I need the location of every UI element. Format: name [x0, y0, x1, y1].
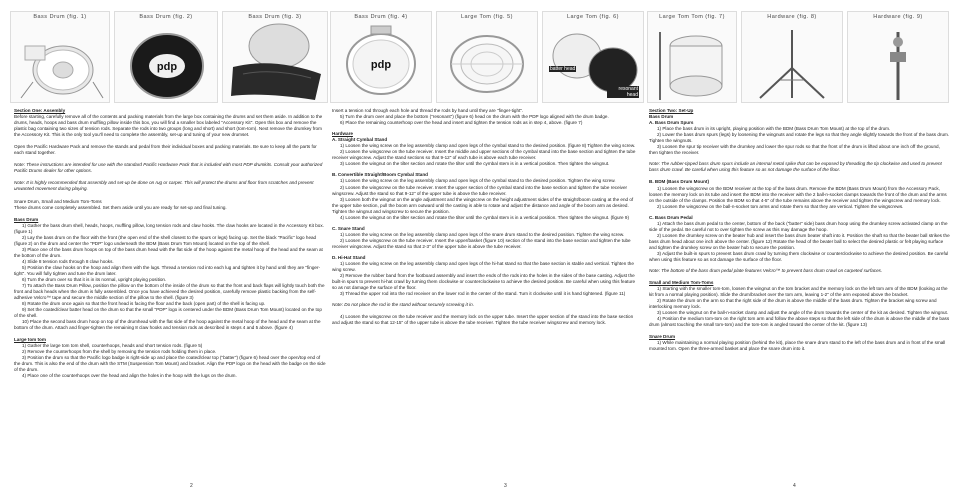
- figure-label: Hardware (fig. 9): [873, 14, 923, 20]
- note: Note: These instructions are intended for use with the standard Pacific Hardware Pack that is included with most PDP drumkits. Consult your authorized Pacific Drums dealer for other options.: [14, 162, 323, 174]
- note: Note: The rubber-tipped bass drum spurs include an internal metal spike that can be exposed by threading the tip clockwise and used to prevent bass drum crawl. Be careful when using this feature so as not damage the surface of the floor.: [649, 161, 942, 173]
- paragraph: Open the Pacific Hardware Pack and remove the stands and pedal from their individual boxes and packing materials. Be sure to keep all the parts for each stand together.: [14, 144, 317, 156]
- page-number: 3: [504, 483, 507, 489]
- svg-text:pdp: pdp: [370, 59, 392, 71]
- bass-drum-pillow-photo: [223, 12, 327, 102]
- large-tom-assembled-photo: [648, 12, 736, 102]
- step: 2) Lower the bass drum spurs (legs) by loosening the wingnuts and rotate the legs so that they angle slightly towards the front of the bass drum. Tighten the wingnuts.: [649, 132, 950, 144]
- step: 7) To attach the Bass Drum Pillow, position the pillow on the bottom of the inside of the drum so that the front and back flaps will lightly touch both the front and back heads when the drum is fully assembled. Once you have achieved the desired position, carefully remove plastic backing from the self-adhesive Velcro™ tape and secure the middle section of the pillow to the shell. (figure 3): [14, 283, 325, 301]
- page-4: [645, 0, 950, 492]
- subheading: Bass Drum: [14, 216, 39, 222]
- subheading: D. Hi-Hat Stand: [332, 254, 366, 260]
- step: 5) Position the claw hooks on the hoop and align them with the lugs. Thread a tension rod into each lug and tighten it by hand until they are "finger-tight". You will fully tighten and tune the drum later.: [14, 264, 321, 277]
- paragraph: Insert a tension rod through each hole and thread the rods by hand until they are "finger-tight".: [332, 108, 524, 113]
- figure-bass-drum-1: [10, 11, 110, 103]
- step: 2) Loosen the wingscrew on the tube receiver. Insert the upper/basket (figure 10) section of the stand into the base section and tighten the tube receiver wingscrew. Adjust the stand so that 2-3" of the upper tube is above the tube receiver.: [332, 237, 631, 249]
- section-heading: Section Two: Set-Up: [649, 108, 694, 113]
- figure-bass-drum-2: [114, 11, 218, 103]
- subheading: B. BDM (Bass Drum Mount): [649, 179, 709, 185]
- svg-text:pdp: pdp: [156, 61, 178, 73]
- subheading: C. Snare Stand: [332, 225, 365, 231]
- figure-hardware-8: [741, 11, 843, 103]
- bass-drum-assembled-photo: [331, 12, 431, 102]
- step: 1) Loosen the wingscrew on the BDM receiver at the top of the bass drum. Remove the BDM (Bass Drum Mount) from the Accessory Pack, loosen the memory lock on its tube and insert the BDM into the receiver with the 2 ball-n-socket clamps towards the front of the drum and the arms on the outside of the clamps. Position the BDM so that 4-5" of the tube remains above the receiver and tighten the wingscrew and memory lock.: [649, 185, 947, 203]
- paragraph: Before starting, carefully remove all of the contents and packing materials from the large box containing the drums and set them aside. In addition to the drums, heads, hoops and bass drum muffling pillow inside this box, you will find a smaller box labeled "Accessory Kit". Open this box and remove the plastic bag containing two sizes of tension rods. Separate the rods into two groups (long and short) and short (tom-tom). Next remove the drumkey from the Accessory Kit. This is the only tool you'll need to complete the assembly, set-up and tuning of your new drumset.: [14, 114, 323, 138]
- subheading: Bass Drum: [649, 114, 674, 120]
- page-3: [330, 0, 640, 492]
- step: 6) Place the remaining counterhoop over the head and insert and tighten the tension rods as in step 4, above. (figure 7): [340, 120, 583, 126]
- step: 6) Turn the drum over so that it is in its normal, upright playing position.: [22, 277, 167, 283]
- figure-large-tom-7: [647, 11, 737, 103]
- paragraph: These drums come completely assembled. Set them aside until you are ready for set-up and final tuning.: [14, 204, 227, 210]
- step: 2) Loosen the drumkey screw on the beater hub and insert the bass drum beater shaft into it. Position the shaft so that the beater ball strikes the bass drum head about one inch above the center. (figure 12) Rotate the head of the beater ball to select the desired plastic or felt playing surface and tighten the drumkey screw on the beater hub to secure the position.: [649, 232, 950, 250]
- figure-large-tom-6: [542, 11, 644, 103]
- section-heading: Hardware: [332, 131, 353, 137]
- note: Note: It is highly recommended that assembly and set-up be done on rug or carpet. This will protect the drums and floor from scratches and prevent unwanted movement during playing.: [14, 180, 314, 192]
- subheading: A. Straight Cymbal Stand: [332, 137, 388, 143]
- figure-strip: [647, 11, 949, 101]
- page-2: [6, 0, 324, 492]
- subheading: B. Convertible Straight/Boom Cymbal Stand: [332, 172, 428, 178]
- step: 4) Place one of the counterhoops over the head and align the holes in the hoop with the lugs on the drum.: [22, 372, 237, 378]
- page-3-text: [332, 108, 638, 326]
- stand-legs-photo: [742, 12, 842, 102]
- figure-label: Large Tom Tom (fig. 7): [659, 14, 725, 20]
- figure-label: Bass Drum (fig. 2): [139, 14, 193, 20]
- step: 4) Position the medium tom-tom on the right tom arm and follow the above steps so that the left side of the drum is above the middle of the bass drum (almost touching the small tom-tom) and the tom-tom is angled toward the center of the kit. (figure 13): [649, 316, 950, 328]
- step: 4) Slide 8 tension rods through 8 claw hooks.: [22, 258, 114, 264]
- figure-strip: [330, 11, 644, 101]
- figure-hardware-9: [847, 11, 949, 103]
- step: 1) Starting with the smaller tom-tom, loosen the wingnut on the tom bracket and the memory lock on the left tom arm of the BDM (looking at the kit from a normal playing position). Slide the drum/bracket over the tom arm, leaving 1-2" of the arm exposed above the bracket.: [649, 286, 948, 298]
- step: 1) Gather the bass drum shell, heads, hoops, muffling pillow, long tension rods and claw hooks. The claw hooks are located in the Accessory Kit box. (figure 1): [14, 222, 324, 234]
- step: 1) Attach the bass drum pedal to the center, bottom of the back ("batter" side) bass drum hoop using the drumkey screw activated clamp on the side of the pedal. Be careful not to over tighten the screw as this may damage the hoop.: [649, 220, 948, 232]
- step: 3) Loosen the spur tip receiver with the drumkey and lower the spur rods so that the front of the drum is lifted about one inch off the ground, then tighten the receiver.: [649, 144, 940, 156]
- note: Note: The bottom of the bass drum pedal plate features Velcro™ to prevent bass drum crawl on carpeted surfaces.: [649, 268, 883, 274]
- large-tom-parts-photo: [437, 12, 537, 102]
- step: 1) Gather the large tom tom shell, counterhoops, heads and short tension rods. (figure 5): [22, 342, 203, 348]
- step: 2) Rotate the drum on the arm so that the right side of the drum is above the middle of the bass drum. Tighten the bracket wing screw and interlocking memory lock.: [649, 298, 937, 310]
- figure-bass-drum-4: [330, 11, 432, 103]
- figure-label: Hardware (fig. 8): [767, 14, 817, 20]
- step: 3) Loosen the wingnut on the ball-n-socket clamp and adjust the angle of the drum towards the center of the kit as desired. Tighten the wingnut.: [657, 310, 949, 316]
- step: 3) Loosen both the wingnut on the angle adjustment and the wingscrew on the height adjustment sides of the straight/boom casting at the end of the upper tube section, pull the boom arm outward until the casting is able to rotate and adjust the distance and angle of the boom arm as desired. Tighten the wingnut and wingscrew to secure the position.: [332, 196, 634, 214]
- page-4-text: [649, 108, 950, 352]
- batter-head-tag: batter head: [550, 66, 576, 72]
- step: 2) Remove the counterhoops from the shell by removing the tension rods holding them in place.: [22, 348, 217, 354]
- step: 2) Loosen the wingscrew on the tube receiver. Insert the middle and upper sections of the cymbal stand into the base section and tighten the tube receiver wingscrew. Adjust the stand sections so that 9-12" of each tube is above each tube receiver.: [332, 149, 636, 161]
- step: 3) Thread the upper rod into the rod receiver on the lower rod in the center of the stand. Turn it clockwise until it is hand tightened. (figure 11): [340, 291, 626, 297]
- subheading: Large tom tom: [14, 336, 46, 342]
- cymbal-tilter-photo: [848, 12, 948, 102]
- step: 2) Loosen the wingscrew on the tube receiver. Insert the upper section of the cymbal stand into the base section and tighten the tube receiver wingscrew. Adjust the stand so that 9-12" of the upper tube is above the tube receiver.: [332, 184, 628, 196]
- figure-label: Bass Drum (fig. 3): [248, 14, 302, 20]
- step: 2) Lay the bass drum on the floor with the front (the open end of the shell closest to the spurs or legs) facing up. Set the black "Pacific" logo head (figure 2) on the drum and center the "PDP" logo underneath the BDM (Bass Drum Tom Mount) located on the top of the shell.: [14, 234, 317, 246]
- page-number: 2: [190, 483, 193, 489]
- step: 1) Loosen the wing screw on the leg assembly clamp and open legs of the cymbal stand to the desired position. Tighten the wing screw.: [340, 178, 616, 184]
- page-number: 4: [793, 483, 796, 489]
- resonant-head-tag: resonant head: [607, 86, 639, 98]
- step: 2) Loosen the wingscrew on the ball-n-socket tom arms and rotate them so that they are vertical. Tighten the wingscrews.: [657, 203, 904, 209]
- figure-bass-drum-3: [222, 11, 328, 103]
- step: 8) Rotate the drum once again so that the front head is facing the floor and the back (open part) of the shell is facing up.: [22, 301, 266, 307]
- figure-label: Large Tom (fig. 5): [460, 14, 513, 20]
- figure-large-tom-5: [436, 11, 538, 103]
- paragraph: Snare Drum, Small and Medium Tom-Toms: [14, 198, 102, 204]
- step: 4) Loosen the wingnut on the tilter section and rotate the tilter until the cymbal stem is in a vertical position. Then tighten the wingnut. (figure 9): [340, 214, 629, 220]
- step: 10) Place the second bass drum hoop on top of the drumhead with the flat side of the hoop against the metal hoop of the head and the seam at the bottom of the drum. Attach and finger-tighten the remaining 8 claw hooks and tension rods as described in steps 4 and 5 above. (figure 4): [14, 319, 321, 331]
- figure-label: Bass Drum (fig. 1): [33, 14, 87, 20]
- step: 1) While maintaining a normal playing position (behind the kit), place the snare drum stand to the left of the bass drum and in front of the small mounted tom. Open the three-armed basket and place the snare drum into it.: [649, 339, 946, 351]
- figure-strip: [10, 11, 328, 101]
- step: 3) Loosen the wingnut on the tilter section and rotate the tilter until the cymbal stem is in a vertical position. Then tighten the wingnut.: [340, 161, 610, 167]
- bass-drum-shell-photo: [11, 12, 109, 102]
- step: 3) Place one of the bass drum hoops on top of the bass drum head with the flat side of the hoop against the metal hoop of the head and the seam at the bottom of the drum.: [14, 246, 323, 258]
- step: 1) Loosen the wing screw on the leg assembly clamp and open legs of the snare drum stand to the desired position. Tighten the wing screw.: [340, 231, 625, 237]
- step: 5) Turn the drum over and place the bottom ("resonant") (figure 6) head on the drum with the PDP logo aligned with the drum badge.: [340, 114, 609, 120]
- section-heading: Section One: Assembly: [14, 108, 66, 113]
- step: 1) Loosen the wing screw on the leg assembly clamp and open legs of the cymbal stand to the desired position. (figure 8) Tighten the wing screw.: [340, 143, 636, 149]
- step: 3) Position the drum so that the Pacific logo badge is right-side up and place the coated/clear top ("batter") (figure 6) head over the open/top end of the drum. This is also the end of the drum with the STM (Suspension Tom Mount) and bracket. Align the PDP logo on the head with the badge on the side of the drum.: [14, 354, 326, 372]
- bass-drum-head-photo: [115, 12, 217, 102]
- figure-label: Bass Drum (fig. 4): [354, 14, 408, 20]
- subheading: C. Bass Drum Pedal: [649, 214, 693, 220]
- figure-label: Large Tom (fig. 6): [566, 14, 619, 20]
- step: 1) Place the bass drum in its upright, playing position with the BDM (Bass Drum Tom Mount) at the top of the drum.: [657, 126, 891, 132]
- step: 9) Set the coated/clear batter head on the drum so that the small "PDP" logo is centered under the BDM (Bass Drum Tom Mount) located on the top of the shell.: [14, 307, 322, 319]
- subheading: Small and Medium Tom-Toms: [649, 280, 714, 286]
- page-2-text: [14, 108, 326, 379]
- step: 1) Loosen the wing screw on the leg assembly clamp and open legs of the hi-hat stand so that the base section is stable and vertical. Tighten the wing screw.: [332, 261, 634, 273]
- subheading: Snare Drum: [649, 333, 676, 339]
- note: Note: Do not place the rod in the stand without securely screwing it in.: [332, 302, 474, 308]
- step: 3) Adjust the built-in spurs to prevent bass drum crawl by turning them clockwise or counterclockwise to achieve the desired position. Be careful when using this feature so as not damage the surface of the floor.: [649, 250, 949, 263]
- step: 4) Loosen the wingscrew on the tube receiver and the memory lock on the upper tube. Insert the upper section of the stand into the base section and adjust the stand so that 12-15" of the upper tube is above the tube receiver. Tighten the tube receiver wingscrew and memory lock.: [332, 314, 634, 326]
- subheading: A. Bass Drum Spurs: [649, 120, 694, 126]
- step: 2) Remove the rubber band from the footboard assembly and insert the ends of the rods into the holes in the sides of the base casting. Adjust the built-in spurs to prevent hi-hat crawl by turning them clockwise or counterclockwise to achieve the desired position. Be careful when using this feature so as not damage the surface of the floor.: [332, 273, 636, 291]
